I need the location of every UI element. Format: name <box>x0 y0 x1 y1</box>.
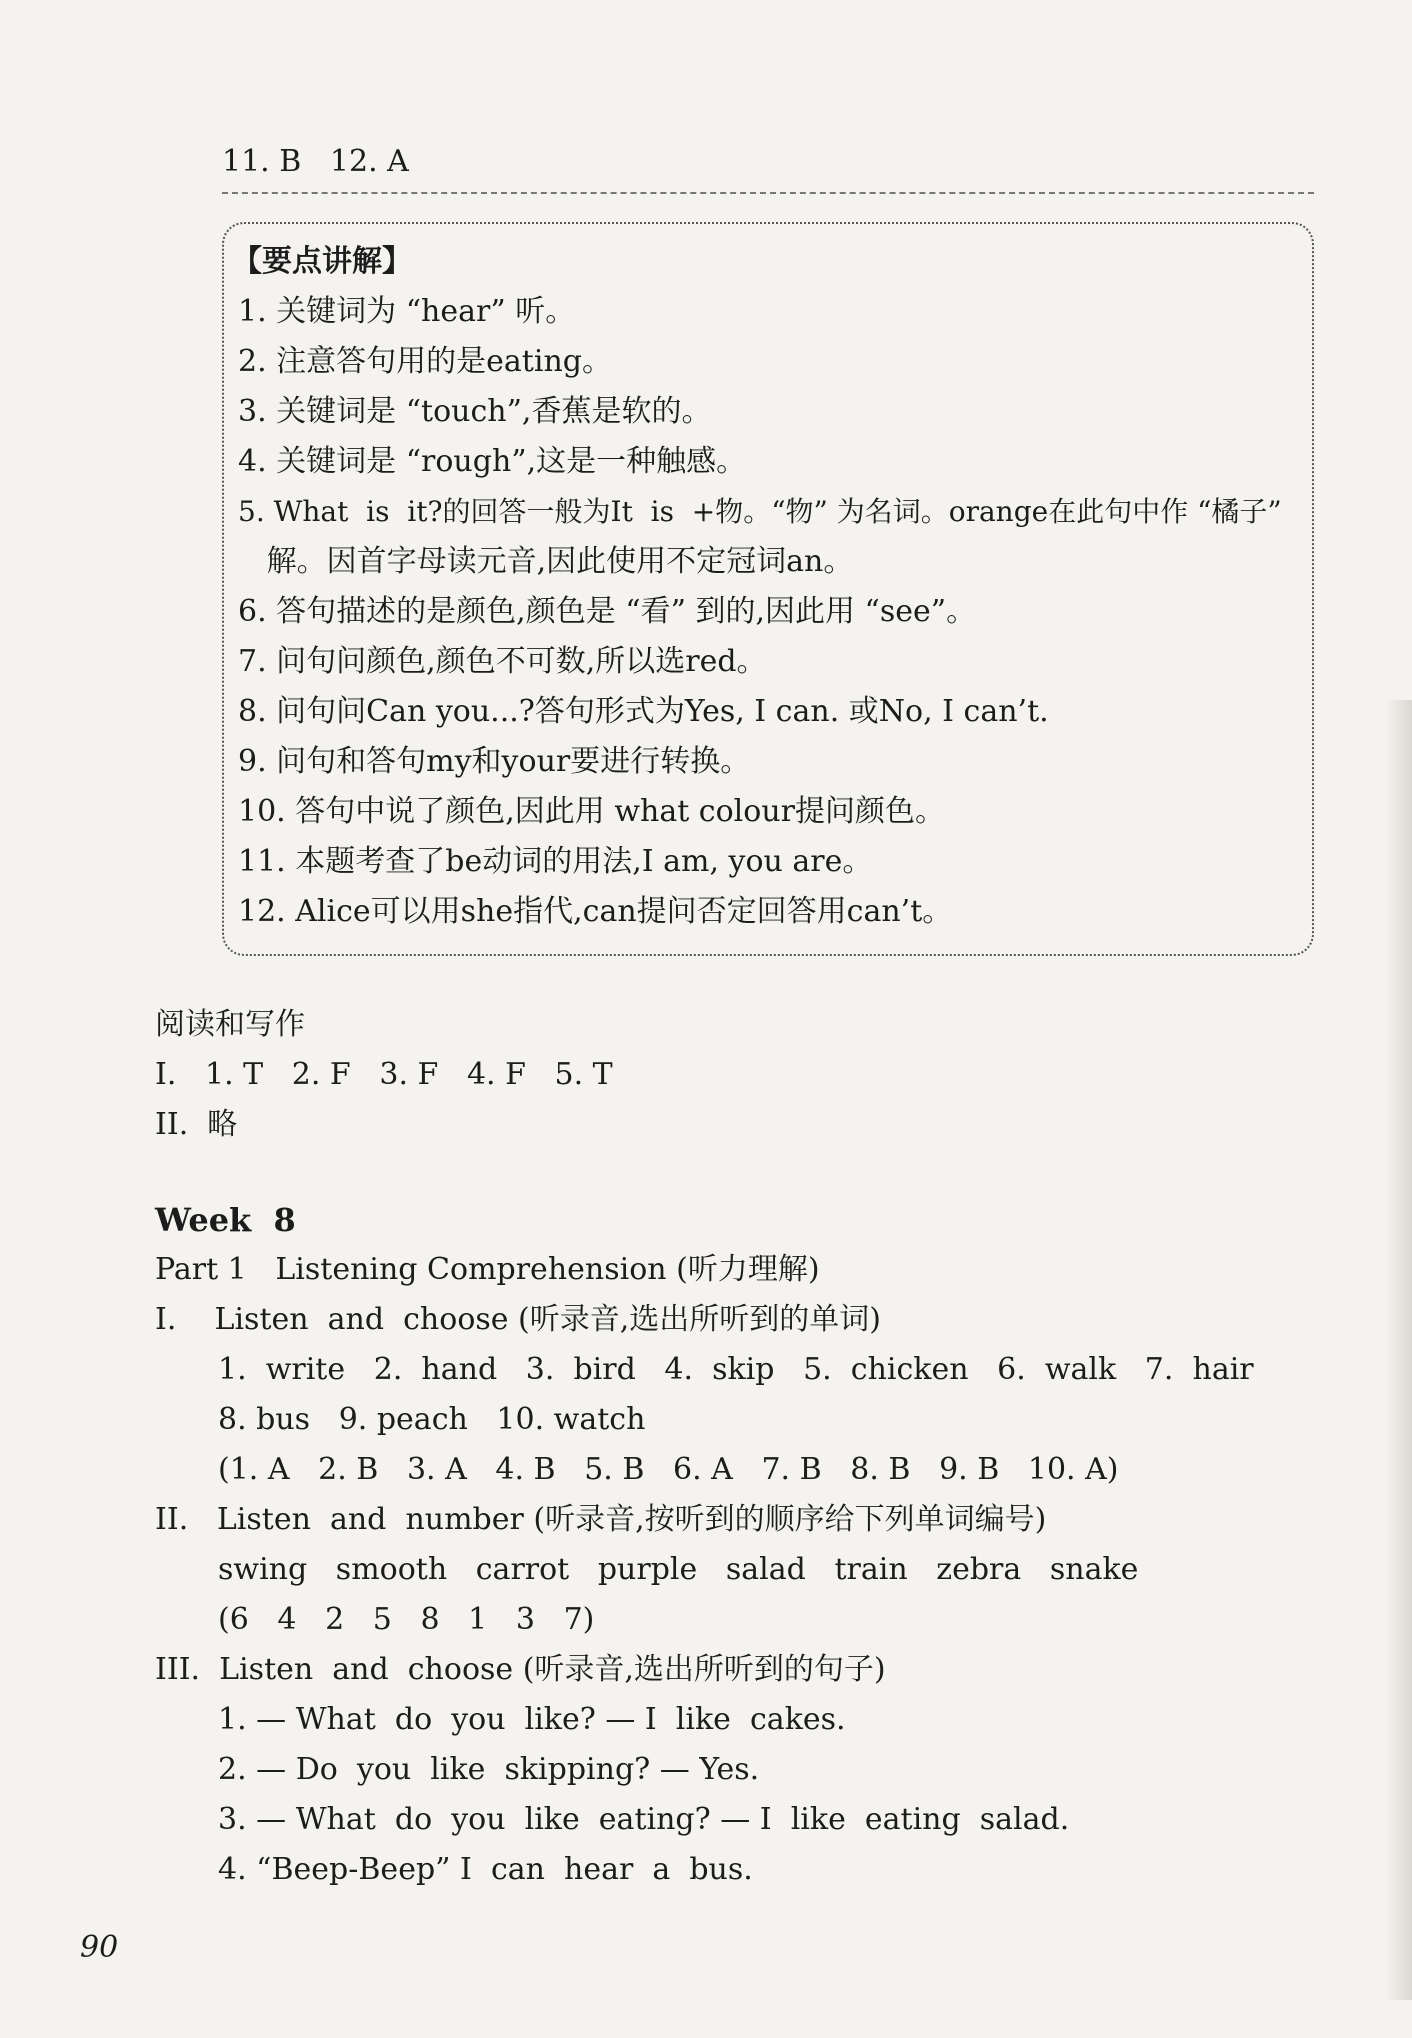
section-heading: II. Listen and number (听录音,按听到的顺序给下列单词编号) <box>155 1502 1047 1537</box>
answer-line: (6 4 2 5 8 1 3 7) <box>218 1602 595 1637</box>
key-point-item: 4. 关键词是 “rough”,这是一种触感。 <box>238 444 747 479</box>
answer-line: 3. — What do you like eating? — I like eating salad. <box>218 1802 1070 1837</box>
key-point-item: 8. 问句问Can you...?答句形式为Yes, I can. 或No, I can’t. <box>238 694 1049 729</box>
key-point-item: 2. 注意答句用的是eating。 <box>238 344 612 379</box>
writing-answer: II. 略 <box>155 1107 238 1142</box>
key-point-item: 6. 答句描述的是颜色,颜色是 “看” 到的,因此用 “see”。 <box>238 594 977 629</box>
key-point-item: 3. 关键词是 “touch”,香蕉是软的。 <box>238 394 712 429</box>
key-point-item: 12. Alice可以用she指代,can提问否定回答用can’t。 <box>238 894 953 929</box>
reading-writing-heading: 阅读和写作 <box>155 1007 305 1042</box>
section-heading: I. Listen and choose (听录音,选出所听到的单词) <box>155 1302 882 1337</box>
answer-line: swing smooth carrot purple salad train zebra snake <box>218 1552 1139 1587</box>
key-point-item: 1. 关键词为 “hear” 听。 <box>238 294 576 329</box>
answer-line: 8. bus 9. peach 10. watch <box>218 1402 646 1437</box>
key-point-item: 解。因首字母读元音,因此使用不定冠词an。 <box>238 544 854 579</box>
key-point-item: 10. 答句中说了颜色,因此用 what colour提问颜色。 <box>238 794 945 829</box>
answer-line: (1. A 2. B 3. A 4. B 5. B 6. A 7. B 8. B 9. B 10. A) <box>218 1452 1119 1487</box>
answer-line: 2. — Do you like skipping? — Yes. <box>218 1752 760 1787</box>
section-heading: III. Listen and choose (听录音,选出所听到的句子) <box>155 1652 886 1687</box>
key-point-item: 11. 本题考查了be动词的用法,I am, you are。 <box>238 844 873 879</box>
page-number: 90 <box>80 1930 119 1965</box>
answer-line: 4. “Beep-Beep” I can hear a bus. <box>218 1852 753 1887</box>
answer-line: 1. — What do you like? — I like cakes. <box>218 1702 846 1737</box>
top-answers: 11. B 12. A <box>222 144 409 179</box>
key-point-item: 7. 问句问颜色,颜色不可数,所以选red。 <box>238 644 767 679</box>
reading-answers: I. 1. T 2. F 3. F 4. F 5. T <box>155 1057 613 1092</box>
key-point-item: 9. 问句和答句my和your要进行转换。 <box>238 744 751 779</box>
answer-line: 1. write 2. hand 3. bird 4. skip 5. chicken 6. walk 7. hair <box>218 1352 1254 1387</box>
part-title: Part 1 Listening Comprehension (听力理解) <box>155 1252 820 1287</box>
dashed-divider <box>222 192 1314 194</box>
page-spine-shadow <box>1386 700 1412 2000</box>
key-point-item: 5. What is it?的回答一般为It is +物。“物” 为名词。orange在此句中作 “橘子” <box>238 495 1282 528</box>
week-title: Week 8 <box>155 1201 296 1239</box>
key-points-title: 【要点讲解】 <box>232 244 412 279</box>
